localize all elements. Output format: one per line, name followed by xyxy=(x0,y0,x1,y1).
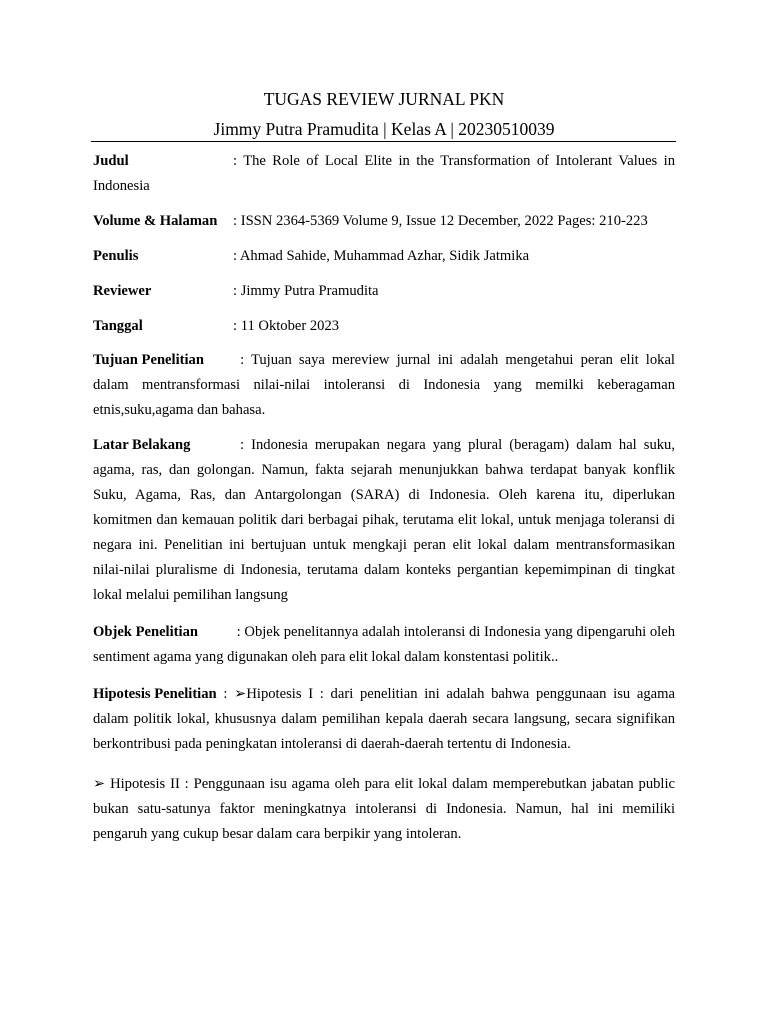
field-penulis xyxy=(93,244,675,269)
field-tujuan xyxy=(93,348,675,423)
field-value: : Jimmy Putra Pramudita xyxy=(233,283,379,299)
field-label: Volume & Halaman xyxy=(93,213,218,229)
field-value: : ISSN 2364-5369 Volume 9, Issue 12 December, 2022 Pages: 210-223 xyxy=(233,213,648,229)
field-label: Tanggal xyxy=(93,318,143,334)
field-hipotesis-2 xyxy=(93,772,675,847)
field-volume xyxy=(93,209,675,234)
field-label: Latar Belakang xyxy=(93,437,191,453)
header-divider xyxy=(91,141,676,142)
field-value: : Indonesia merupakan negara yang plural (beragam) dalam hal suku, agama, ras, dan golongan. Namun, fakta sejarah menunjukkan bahwa terdapat banyak konflik Suku, Agama, Ras, dan Antargolongan (SARA) di Indonesia. Oleh karena itu, diperlukan komitmen dan kemauan politik dari berbagai pihak, terutama elit lokal, untuk menjaga toleransi di negara ini. Penelitian ini bertujuan untuk mengkaji peran elit lokal dalam mentransformasikan nilai-nilai pluralisme di Indonesia, terutama dalam konteks pergantian kepemimpinan di tingkat lokal melalui pemilihan langsung xyxy=(93,437,675,603)
field-value: : The Role of Local Elite in the Transformation of Intolerant Values in Indonesia xyxy=(93,153,675,194)
field-label: Penulis xyxy=(93,248,139,264)
field-value: : Ahmad Sahide, Muhammad Azhar, Sidik Jatmika xyxy=(233,248,530,264)
field-objek xyxy=(93,620,675,670)
field-value: ➢ Hipotesis II : Penggunaan isu agama oleh para elit lokal dalam memperebutkan jabatan public bukan satu-satunya faktor meningkatnya intoleransi di Indonesia. Namun, hal ini memiliki pengaruh yang cukup besar dalam cara berpikir yang intoleran. xyxy=(93,776,675,842)
field-tanggal xyxy=(93,314,675,339)
field-latar-belakang xyxy=(93,433,675,608)
field-value: : 11 Oktober 2023 xyxy=(233,318,340,334)
document-title: TUGAS REVIEW JURNAL PKN xyxy=(263,89,505,109)
field-judul xyxy=(93,149,675,199)
field-value: : Tujuan saya mereview jurnal ini adalah mengetahui peran elit lokal dalam mentransformasi nilai-nilai intoleransi di Indonesia yang memilki keberagaman etnis,suku,agama dan bahasa. xyxy=(93,352,675,418)
field-label: Objek Penelitian xyxy=(93,624,198,640)
field-value: : Objek penelitannya adalah intoleransi di Indonesia yang dipengaruhi oleh sentiment agama yang digunakan oleh para elit lokal dalam konstentasi politik.. xyxy=(93,624,675,665)
document-subtitle: Jimmy Putra Pramudita | Kelas A | 20230510039 xyxy=(213,119,555,139)
field-label: Tujuan Penelitian xyxy=(93,352,204,368)
field-reviewer xyxy=(93,279,675,304)
field-value: : ➢Hipotesis I : dari penelitian ini adalah bahwa penggunaan isu agama dalam politik lokal, khususnya dalam pemilihan kepala daerah secara langsung, secara signifikan berkontribusi pada peningkatan intoleransi di daerah-daerah tertentu di Indonesia. xyxy=(93,686,675,752)
field-label: Reviewer xyxy=(93,283,152,299)
field-label: Judul xyxy=(93,153,129,169)
field-hipotesis xyxy=(93,682,675,757)
field-label: Hipotesis Penelitian xyxy=(93,686,217,702)
